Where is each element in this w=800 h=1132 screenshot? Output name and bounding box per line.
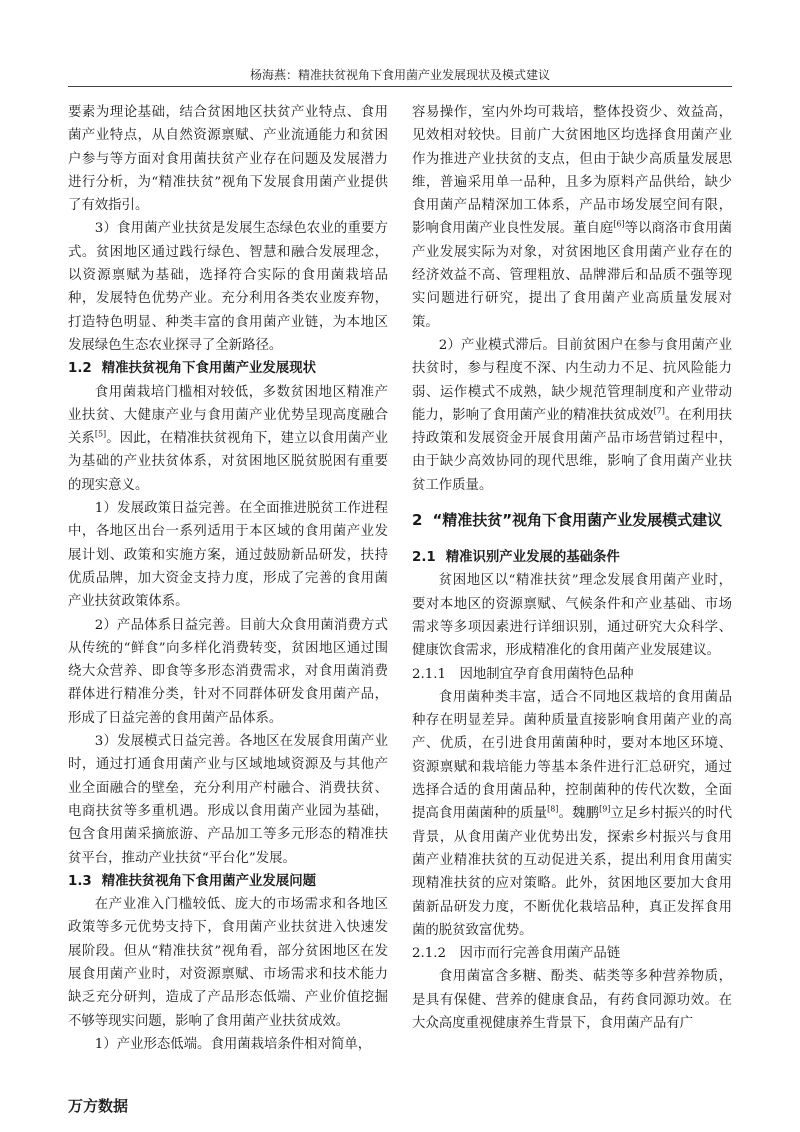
paragraph: 食用菌富含多糖、酚类、萜类等多种营养物质，是具有保健、营养的健康食品，有药食同源功效。在大众高度重视健康养生背景下，食用菌产品有广 — [412, 969, 732, 1031]
paragraph — [68, 381, 388, 497]
paragraph: 要素为理论基础，结合贫困地区扶贫产业特点、食用菌产业特点，从自然资源禀赋、产业流通能力和贫困户参与等方面对食用菌扶贫产业存在问题及发展潜力进行分析，为“精准扶贫”视角下发展食用菌产业提供了有效指引。 — [68, 105, 388, 214]
paragraph-text: 。魏鹏 — [558, 806, 600, 822]
paragraph-text: 食用菌种类丰富，适合不同地区栽培的食用菌品种存在明显差异。菌种质量直接影响食用菌产业的高产、优质，在引进食用菌菌种时，要对本地区环境、资源禀赋和栽培能力等基本条件进行汇总研究，通过选择合适的食用菌品种，控制菌种的传代次数，全面提高食用菌菌种的质量 — [412, 689, 732, 822]
paragraph — [412, 686, 732, 942]
paragraph: 2）产品体系日益完善。目前大众食用菌消费方式从传统的“鲜食”向多样化消费转变，贫困地区通过围绕大众营养、即食等多形态消费需求，对食用菌消费群体进行精准分类，针对不同群体研发食用菌产品，形成了日益完善的食用菌产品体系。 — [68, 617, 388, 726]
section-heading-2 — [412, 507, 732, 534]
subsection-heading-2-1-1: 2.1.1 因地制宜孕育食用菌特色品种 — [412, 666, 634, 682]
paragraph: 1）产业形态低端。食用菌栽培条件相对简单， — [94, 1036, 372, 1052]
section-title: 精准扶贫视角下食用菌产业发展现状 — [101, 361, 316, 377]
paragraph: 3）发展模式日益完善。各地区在发展食用菌产业时，通过打通食用菌产业与区域地域资源及与其他产业全面融合的壁垒，充分利用产村融合、消费扶贫、电商扶贫等多重机遇。形成以食用菌产业园为基础，包含食用菌采摘旅游、产品加工等多元形态的精准扶贫平台，推动产业扶贫“平台化”发展。 — [68, 734, 388, 866]
paragraph — [412, 101, 732, 334]
section-number: 2.1 — [412, 550, 436, 566]
running-header: 杨海燕：精准扶贫视角下食用菌产业发展现状及模式建议 — [249, 68, 550, 82]
section-heading-2-1 — [412, 546, 732, 569]
paragraph-text: 容易操作，室内外均可栽培，整体投资少、效益高，见效相对较快。目前广大贫困地区均选择食用菌产业作为推进产业扶贫的支点，但由于缺少高质量发展思维，普遍采用单一品种，且多为原料产品供给，缺少食用菌产品精深加工体系，产品市场发展空间有限，影响食用菌产业良性发展。董自庭 — [412, 105, 732, 237]
citation: [5] — [94, 429, 107, 439]
section-heading-1-2 — [68, 357, 388, 380]
section-title: 精准扶贫视角下食用菌产业发展问题 — [101, 873, 316, 889]
right-column — [412, 101, 732, 1035]
header-rule — [68, 86, 732, 87]
left-column — [68, 101, 388, 1056]
section-number: 2 — [412, 511, 423, 530]
citation: [8] — [547, 804, 559, 814]
citation: [7] — [653, 406, 665, 416]
paragraph-text: 。在利用扶持政策和发展资金开展食用菌产品市场营销过程中，由于缺少高效协同的现代思维，影响了食用菌产业扶贫工作质量。 — [412, 407, 733, 493]
section-number: 1.3 — [68, 873, 92, 889]
section-title: “精准扶贫”视角下食用菌产业发展模式建议 — [432, 511, 723, 530]
paragraph-text: 。因此，在精准扶贫视角下，建立以食用菌产业为基础的产业扶贫体系，对贫困地区脱贫脱困有重要的现实意义。 — [68, 431, 389, 493]
citation: [6] — [613, 220, 625, 230]
paragraph: 贫困地区以“精准扶贫”理念发展食用菌产业时，要对本地区的资源禀赋、气候条件和产业基础、市场需求等多项因素进行详细识别，通过研究大众科学、健康饮食需求，形成精准化的食用菌产业发展建议。 — [412, 573, 732, 659]
paragraph-text: 等以商洛市食用菌产业发展实际为对象，对贫困地区食用菌产业存在的经济效益不高、管理粗放、品牌滞后和品质不强等现实问题进行研究，提出了食用菌产业高质量发展对策。 — [412, 221, 732, 330]
paragraph: 3）食用菌产业扶贫是发展生态绿色农业的重要方式。贫困地区通过践行绿色、智慧和融合发展理念，以资源禀赋为基础，选择符合实际的食用菌栽培品种，发展特色优势产业。充分利用各类农业废弃物，打造特色明显、种类丰富的食用菌产业链，为本地区发展绿色生态农业探寻了全新路径。 — [68, 221, 388, 353]
citation: [9] — [599, 804, 611, 814]
section-heading-1-3 — [68, 870, 388, 893]
paragraph-text: 2）产业模式滞后。目前贫困户在参与食用菌产业扶贫时，参与程度不深、内生动力不足、抗风险能力弱、运作模式不成熟，缺少规范管理制度和产业带动能力，影响了食用菌产业的精准扶贫成效 — [412, 337, 732, 423]
section-number: 1.2 — [68, 361, 92, 377]
subsection-heading-2-1-2: 2.1.2 因市而行完善食用菌产品链 — [412, 946, 621, 962]
section-title: 精准识别产业发展的基础条件 — [445, 550, 620, 566]
watermark: 万方数据 — [68, 1097, 129, 1115]
paragraph: 1）发展政策日益完善。在全面推进脱贫工作进程中，各地区出台一系列适用于本区域的食用菌产业发展计划、政策和实施方案，通过鼓励新品研发，扶持优质品牌，加大资金支持力度，形成了完善的食用菌产业扶贫政策体系。 — [68, 501, 388, 610]
paragraph: 在产业准入门槛较低、庞大的市场需求和各地区政策等多元优势支持下，食用菌产业扶贫进入快速发展阶段。但从“精准扶贫”视角看，部分贫困地区在发展食用菌产业时，对资源禀赋、市场需求和技术能力缺乏充分研判，造成了产品形态低端、产业价值挖掘不够等现实问题，影响了食用菌产业扶贫成效。 — [68, 897, 388, 1029]
paragraph — [412, 334, 732, 497]
paragraph-text: 食用菌栽培门槛相对较低，多数贫困地区精准产业扶贫、大健康产业与食用菌产业优势呈现高度融合关系 — [68, 384, 388, 447]
paragraph-text: 立足乡村振兴的时代背景，从食用菌产业优势出发，探索乡村振兴与食用菌产业精准扶贫的互动促进关系，提出利用食用菌实现精准扶贫的应对策略。此外，贫困地区要加大食用菌新品研发力度，不断优化栽培品种，真正发挥食用菌的脱贫致富优势。 — [412, 806, 733, 938]
